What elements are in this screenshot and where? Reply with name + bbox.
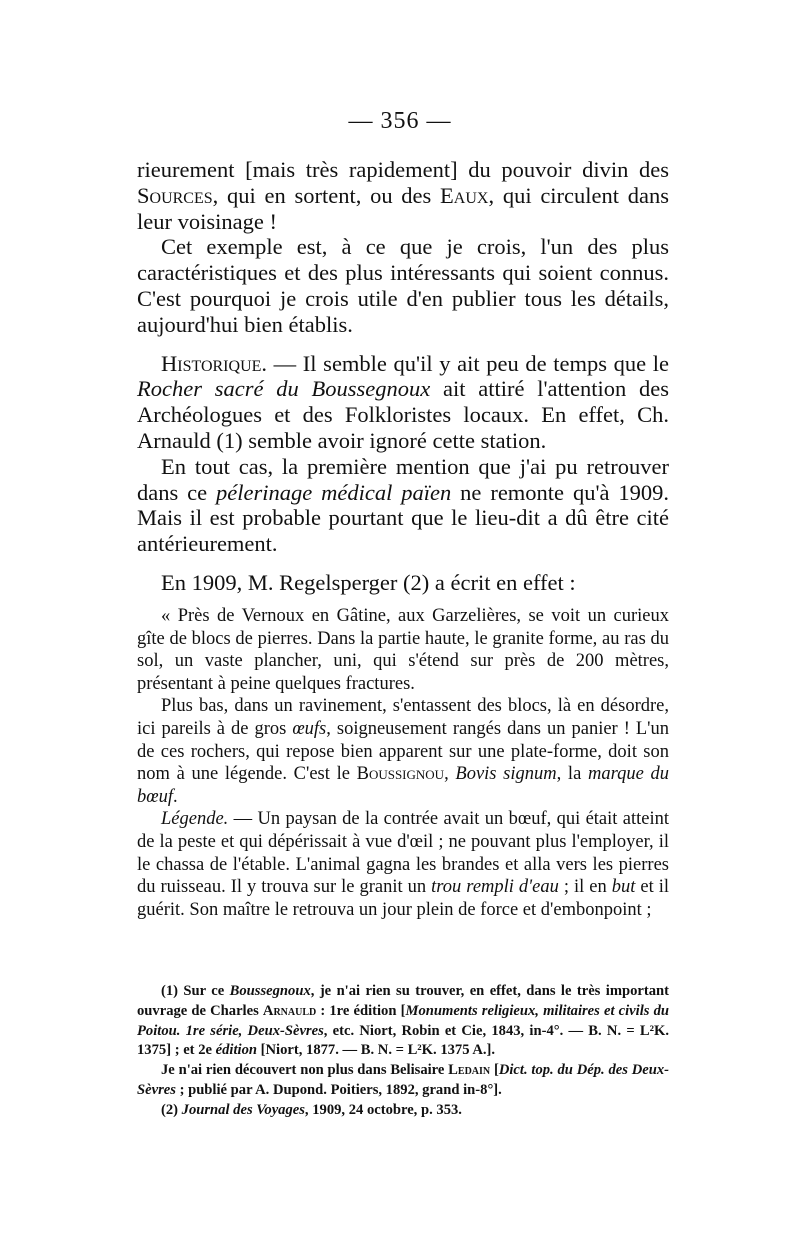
paragraph: En tout cas, la première mention que j'ai pu retrouver dans ce pélerinage médical païen ne remonte qu'à 1909. Mais il est probable pourtant que le lieu-dit a dû être cité antérieurement. bbox=[137, 453, 670, 557]
footnote-2: (2) Journal des Voyages, 1909, 24 octobre, p. 353. bbox=[161, 1101, 462, 1118]
main-text bbox=[137, 157, 669, 596]
paragraph: En 1909, M. Regelsperger (2) a écrit en effet : bbox=[161, 569, 576, 595]
section-heading: Historique bbox=[161, 350, 262, 376]
quote-paragraph: « Près de Vernoux en Gâtine, aux Garzelières, se voit un curieux gîte de blocs de pierres. Dans la partie haute, le granite forme, au ras du sol, un vaste plancher, uni, qui s'étend sur près de 200 mètres, présentant à peine quelques fractures. bbox=[137, 606, 669, 694]
footnotes bbox=[137, 982, 669, 1121]
paragraph: rieurement [mais très rapidement] du pouvoir divin des Sources, qui en sortent, ou des Eaux, qui circulent dans leur voisinage ! bbox=[137, 157, 670, 234]
footnote-1-continued: Je n'ai rien découvert non plus dans Belisaire Ledain [Dict. top. du Dép. des Deux-Sèvres ; publié par A. Dupond. Poitiers, 1892, grand in-8°]. bbox=[137, 1062, 669, 1098]
page-number: — 356 — bbox=[348, 108, 452, 134]
quote-paragraph: Plus bas, dans un ravinement, s'entassent des blocs, là en désordre, ici pareils à de gros œufs, soigneusement rangés dans un panier ! L'un de ces rochers, qui repose bien apparent sur une plate-forme, doit son nom à une légende. C'est le Boussignou, Bovis signum, la marque du bœuf. bbox=[137, 696, 669, 807]
quote-paragraph: Légende. — Un paysan de la contrée avait un bœuf, qui était atteint de la peste et qui dépérissait à vue d'œil ; ne pouvant plus l'employer, il le chassa de l'étable. L'animal gagna les brandes et alla vers les pierres du ruisseau. Il y trouva sur le granit un trou rempli d'eau ; il en but et il guérit. Son maître le retrouva un jour plein de force et d'embonpoint ; bbox=[137, 809, 669, 920]
quotation bbox=[137, 605, 669, 921]
paragraph: Cet exemple est, à ce que je crois, l'un des plus caractéristiques et des plus intéressants qui soient connus. C'est pourquoi je crois utile d'en publier tous les détails, aujourd'hui bien établis. bbox=[137, 234, 669, 337]
paragraph-historique: Historique. — Il semble qu'il y ait peu de temps que le Rocher sacré du Boussegnoux ait attiré l'attention des Archéologues et des Folkloristes locaux. En effet, Ch. Arnauld (1) semble avoir ignoré cette station. bbox=[137, 350, 669, 453]
footnote-1: (1) Sur ce Boussegnoux, je n'ai rien su trouver, en effet, dans le très important ouvrage de Charles Arnauld : 1re édition [Monuments religieux, militaires et civils du Poitou. 1re série, Deux-Sèvres, etc. Niort, Robin et Cie, 1843, in-4°. — B. N. = L²K. 1375] ; et 2e édition [Niort, 1877. — B. N. = L²K. 1375 A.]. bbox=[137, 983, 670, 1059]
